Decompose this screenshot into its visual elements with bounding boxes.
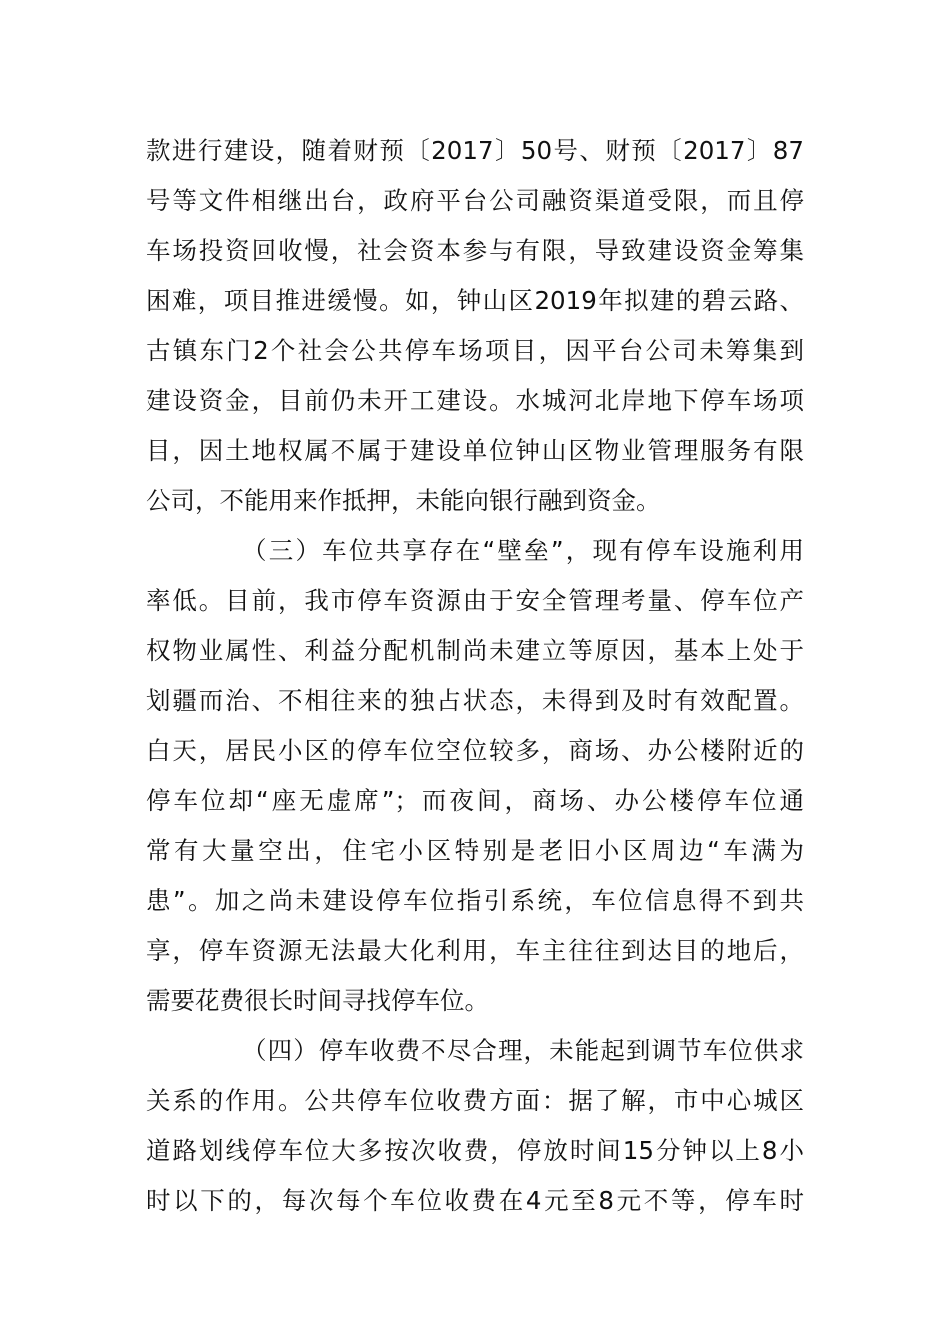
text-line-8: 公司，不能用来作抵押，未能向银行融到资金。	[146, 486, 661, 515]
text-line-10: 率低。目前，我市停车资源由于安全管理考量、停车位产	[146, 586, 804, 615]
text-line-16: 患”。加之尚未建设停车位指引系统，车位信息得不到共	[146, 886, 804, 915]
text-line-18: 需要花费很长时间寻找停车位。	[146, 986, 489, 1015]
text-line-3: 车场投资回收慢，社会资本参与有限，导致建设资金筹集	[146, 236, 804, 265]
text-line-20: 关系的作用。公共停车位收费方面：据了解，市中心城区	[146, 1086, 804, 1115]
text-line-6: 建设资金，目前仍未开工建设。水城河北岸地下停车场项	[146, 386, 804, 415]
section-heading-four: （四）停车收费不尽合理，未能起到调节车位供求	[242, 1036, 804, 1065]
text-line-5: 古镇东门2个社会公共停车场项目，因平台公司未筹集到	[146, 336, 804, 365]
text-line-12: 划疆而治、不相往来的独占状态，未得到及时有效配置。	[146, 686, 804, 715]
text-line-17: 享，停车资源无法最大化利用，车主往往到达目的地后，	[146, 936, 804, 965]
text-line-14: 停车位却“座无虚席”；而夜间，商场、办公楼停车位通	[146, 786, 804, 815]
text-line-1: 款进行建设，随着财预〔2017〕50号、财预〔2017〕87	[146, 136, 804, 165]
text-line-15: 常有大量空出，住宅小区特别是老旧小区周边“车满为	[146, 836, 804, 865]
text-line-7: 目，因土地权属不属于建设单位钟山区物业管理服务有限	[146, 436, 804, 465]
text-line-4: 困难，项目推进缓慢。如，钟山区2019年拟建的碧云路、	[146, 286, 804, 315]
text-line-21: 道路划线停车位大多按次收费，停放时间15分钟以上8小	[146, 1136, 804, 1165]
text-line-13: 白天，居民小区的停车位空位较多，商场、办公楼附近的	[146, 736, 804, 765]
text-line-22: 时以下的，每次每个车位收费在4元至8元不等，停车时	[146, 1186, 804, 1215]
text-line-11: 权物业属性、利益分配机制尚未建立等原因，基本上处于	[146, 636, 804, 665]
text-line-2: 号等文件相继出台，政府平台公司融资渠道受限，而且停	[146, 186, 804, 215]
section-heading-three: （三）车位共享存在“壁垒”，现有停车设施利用	[242, 536, 804, 565]
